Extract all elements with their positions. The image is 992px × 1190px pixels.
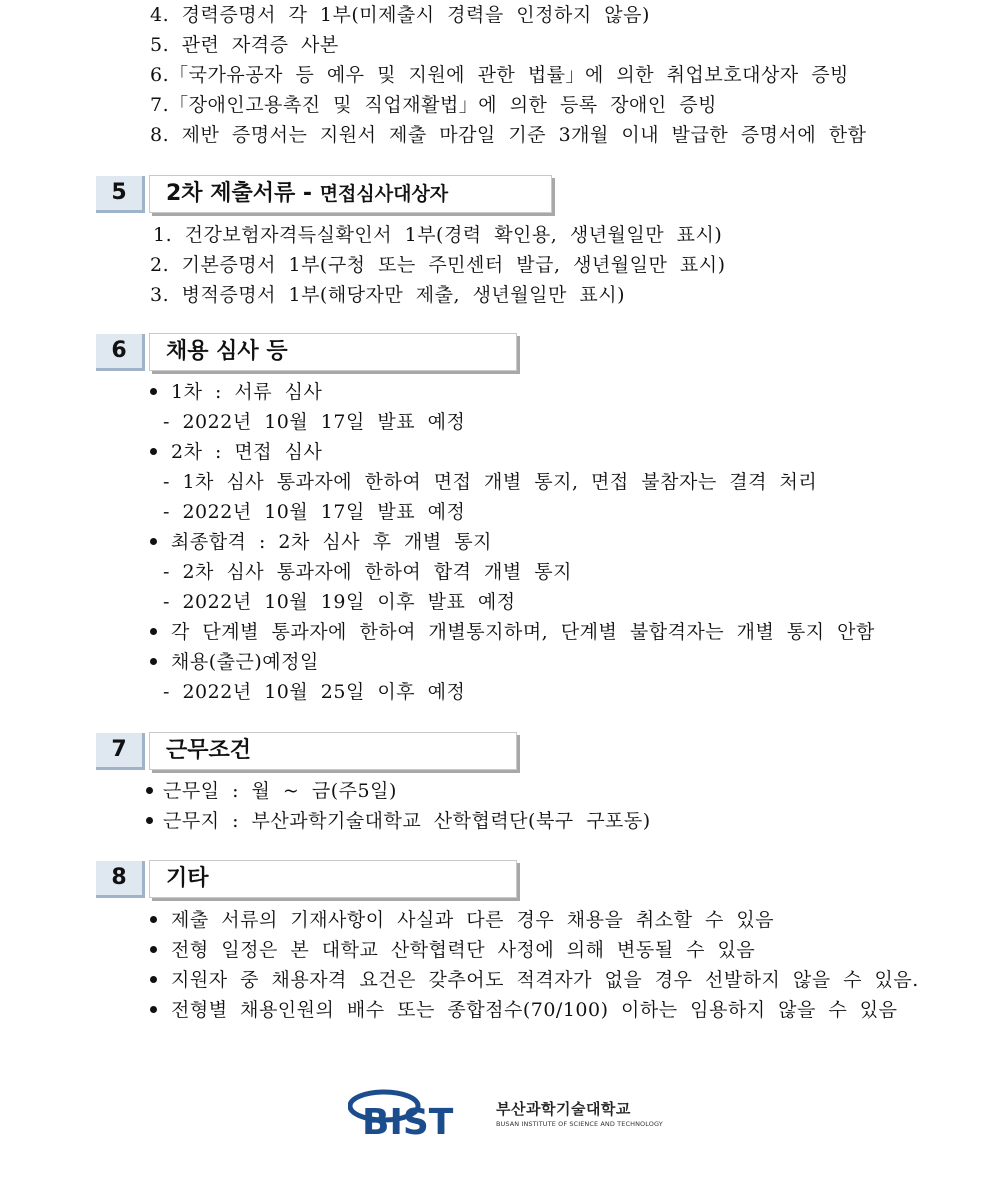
list-item-text: 2차 : 면접 심사 <box>171 441 323 463</box>
list-item: - 1차 심사 통과자에 한하여 면접 개별 통지, 면접 불참자는 결격 처리 <box>163 471 818 493</box>
logo-name-en: BUSAN INSTITUTE OF SCIENCE AND TECHNOLOGY <box>496 1120 663 1128</box>
list-item: 6.「국가유공자 등 예우 및 지원에 관한 법률」에 의한 취업보호대상자 증빙 <box>150 64 849 86</box>
list-item: 7.「장애인고용촉진 및 직업재활법」에 의한 등록 장애인 증빙 <box>150 94 718 116</box>
list-item <box>150 650 319 674</box>
section-number: 7 <box>96 733 145 770</box>
list-item-text: 근무일 : 월 ~ 금(주5일) <box>163 780 397 802</box>
bullet-icon <box>150 916 157 923</box>
bullet-icon <box>150 1006 157 1013</box>
bullet-icon <box>150 976 157 983</box>
section-number: 6 <box>96 334 145 371</box>
list-item <box>150 440 322 464</box>
section-title: 채용 심사 등 <box>149 333 517 371</box>
section-title-main: 2차 제출서류 - <box>166 181 320 206</box>
section-title-sub: 면접심사대상자 <box>319 183 449 205</box>
list-item <box>146 779 397 803</box>
section-number: 8 <box>96 861 145 898</box>
bullet-icon <box>150 658 157 665</box>
bullet-icon <box>150 448 157 455</box>
section-title: 기타 <box>149 860 517 898</box>
list-item: 4. 경력증명서 각 1부(미제출시 경력을 인정하지 않음) <box>150 4 650 26</box>
list-item: 2. 기본증명서 1부(구청 또는 주민센터 발급, 생년월일만 표시) <box>150 254 726 276</box>
university-logo <box>348 1088 668 1138</box>
list-item-text: 근무지 : 부산과학기술대학교 산학협력단(북구 구포동) <box>163 810 651 832</box>
list-item-text: 1차 : 서류 심사 <box>171 381 323 403</box>
list-item <box>150 620 875 644</box>
bullet-icon <box>146 787 153 794</box>
list-item <box>146 809 651 833</box>
list-item: 1. 건강보험자격득실확인서 1부(경력 확인용, 생년월일만 표시) <box>153 224 723 246</box>
list-item-text: 지원자 중 채용자격 요건은 갖추어도 적격자가 없을 경우 선발하지 않을 수 있음. <box>171 969 919 991</box>
list-item <box>150 380 322 404</box>
list-item <box>150 938 755 962</box>
logo-name-ko: 부산과학기술대학교 <box>496 1100 631 1118</box>
bullet-icon <box>150 946 157 953</box>
list-item: - 2차 심사 통과자에 한하여 합격 개별 통지 <box>163 561 572 583</box>
bullet-icon <box>150 538 157 545</box>
list-item: - 2022년 10월 17일 발표 예정 <box>163 411 466 433</box>
bullet-icon <box>150 628 157 635</box>
bullet-icon <box>146 817 153 824</box>
list-item-text: 제출 서류의 기재사항이 사실과 다른 경우 채용을 취소할 수 있음 <box>171 909 775 931</box>
section-title <box>149 175 552 213</box>
list-item: 5. 관련 자격증 사본 <box>150 34 339 56</box>
section-number: 5 <box>96 176 145 213</box>
section-title: 근무조건 <box>149 732 517 770</box>
list-item-text: 전형별 채용인원의 배수 또는 종합점수(70/100) 이하는 임용하지 않을 수 있음 <box>171 999 898 1021</box>
bullet-icon <box>150 388 157 395</box>
logo-brand-letters: BIST <box>362 1102 454 1138</box>
list-item: - 2022년 10월 25일 이후 예정 <box>163 681 466 703</box>
list-item: - 2022년 10월 17일 발표 예정 <box>163 501 466 523</box>
list-item-text: 최종합격 : 2차 심사 후 개별 통지 <box>171 531 492 553</box>
list-item-text: 채용(출근)예정일 <box>171 651 319 673</box>
list-item: - 2022년 10월 19일 이후 발표 예정 <box>163 591 516 613</box>
list-item <box>150 968 919 992</box>
list-item-text: 각 단계별 통과자에 한하여 개별통지하며, 단계별 불합격자는 개별 통지 안함 <box>171 621 875 643</box>
bist-logo-icon <box>348 1088 488 1138</box>
list-item <box>150 908 774 932</box>
list-item <box>150 998 897 1022</box>
list-item <box>150 530 492 554</box>
list-item: 3. 병적증명서 1부(해당자만 제출, 생년월일만 표시) <box>150 284 626 306</box>
list-item: 8. 제반 증명서는 지원서 제출 마감일 기준 3개월 이내 발급한 증명서에 한함 <box>150 124 867 146</box>
list-item-text: 전형 일정은 본 대학교 산학협력단 사정에 의해 변동될 수 있음 <box>171 939 756 961</box>
